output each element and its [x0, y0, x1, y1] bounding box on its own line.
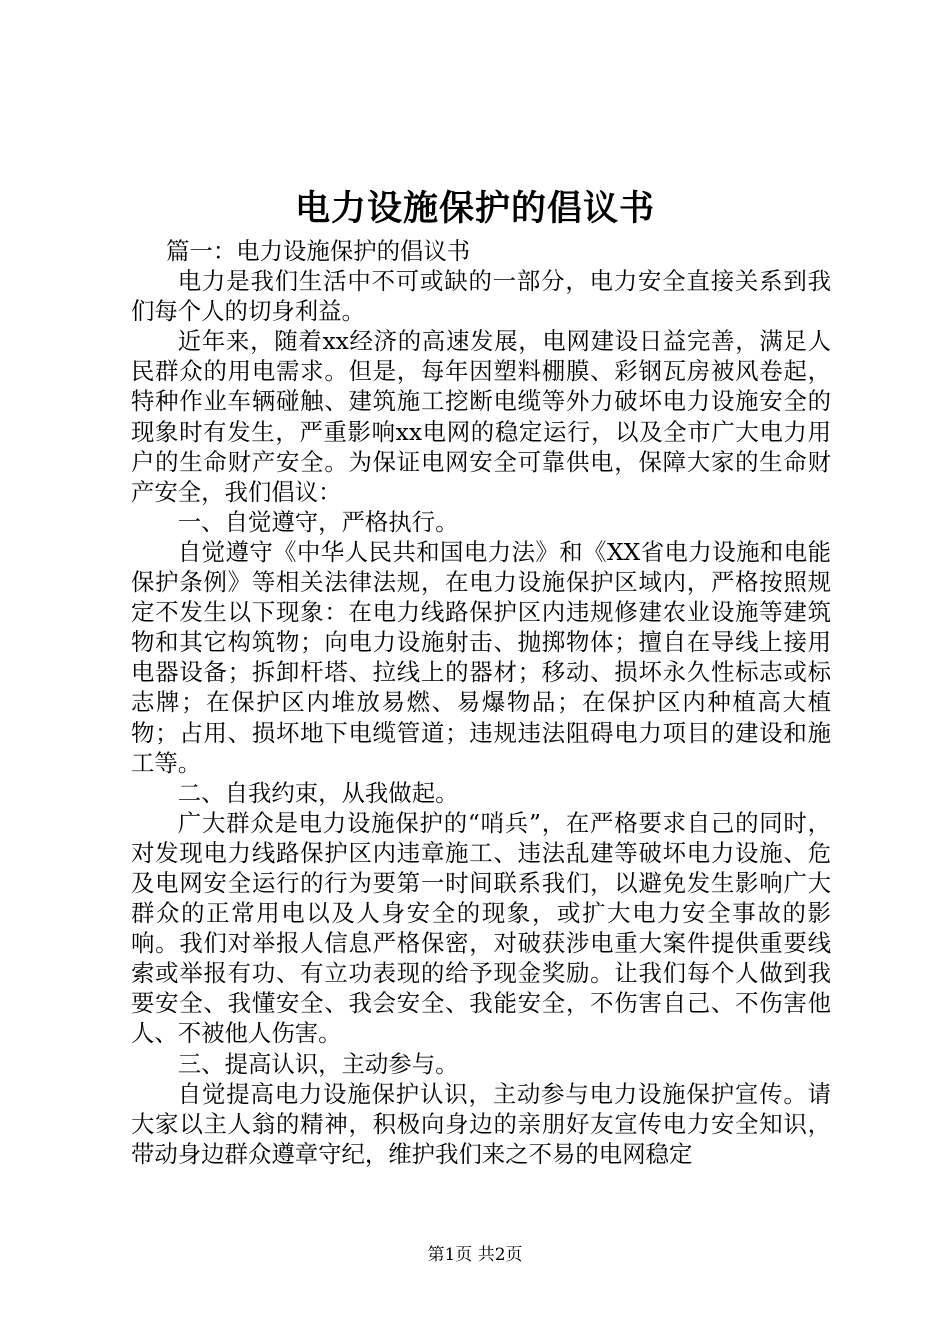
section-heading: 二、自我约束，从我做起。 — [177, 778, 459, 807]
paragraph: 近年来，随着xx经济的高速发展，电网建设日益完善，满足人民群众的用电需求。但是，每年因塑料棚膜、彩钢瓦房被风卷起，特种作业车辆碰触、建筑施工挖断电缆等外力破坏电力设施安全的现象时有发生，严重影响xx电网的稳定运行，以及全市广大电力用户的生命财产安全。为保证电网安全可靠供电，保障大家的生命财产安全，我们倡议： — [131, 327, 831, 506]
section-heading: 三、提高认识，主动参与。 — [177, 1049, 459, 1078]
paragraph: 广大群众是电力设施保护的“哨兵”，在严格要求自己的同时，对发现电力线路保护区内违章施工、违法乱建等破坏电力设施、危及电网安全运行的行为要第一时间联系我们，以避免发生影响广大群众的正常用电以及人身安全的现象，或扩大电力安全事故的影响。我们对举报人信息严格保密，对破获涉电重大案件提供重要线索或举报有功、有立功表现的给予现金奖励。让我们每个人做到我要安全、我懂安全、我会安全、我能安全，不伤害自己、不伤害他人、不被他人伤害。 — [131, 808, 831, 1048]
section-heading: 一、自觉遵守，严格执行。 — [177, 507, 459, 536]
document-title: 电力设施保护的倡议书 — [294, 188, 655, 229]
paragraph: 自觉提高电力设施保护认识，主动参与电力设施保护宣传。请大家以主人翁的精神，积极向身边的亲朋好友宣传电力安全知识，带动身边群众遵章守纪，维护我们来之不易的电网稳定 — [131, 1079, 831, 1168]
document-body — [131, 236, 831, 1169]
paragraph: 自觉遵守《中华人民共和国电力法》和《XX省电力设施和电能保护条例》等相关法律法规，在电力设施保护区域内，严格按照规定不发生以下现象：在电力线路保护区内违规修建农业设施等建筑物和其它构筑物；向电力设施射击、抛掷物体；擅自在导线上接用电器设备；拆卸杆塔、拉线上的器材；移动、损坏永久性标志或标志牌；在保护区内堆放易燃、易爆物品；在保护区内种植高大植物；占用、损坏地下电缆管道；违规违法阻碍电力项目的建设和施工等。 — [131, 537, 831, 777]
paragraph: 电力是我们生活中不可或缺的一部分，电力安全直接关系到我们每个人的切身利益。 — [131, 267, 831, 326]
section-heading: 篇一：电力设施保护的倡议书 — [166, 237, 471, 265]
page-number-footer: 第1页 共2页 — [427, 1245, 523, 1265]
